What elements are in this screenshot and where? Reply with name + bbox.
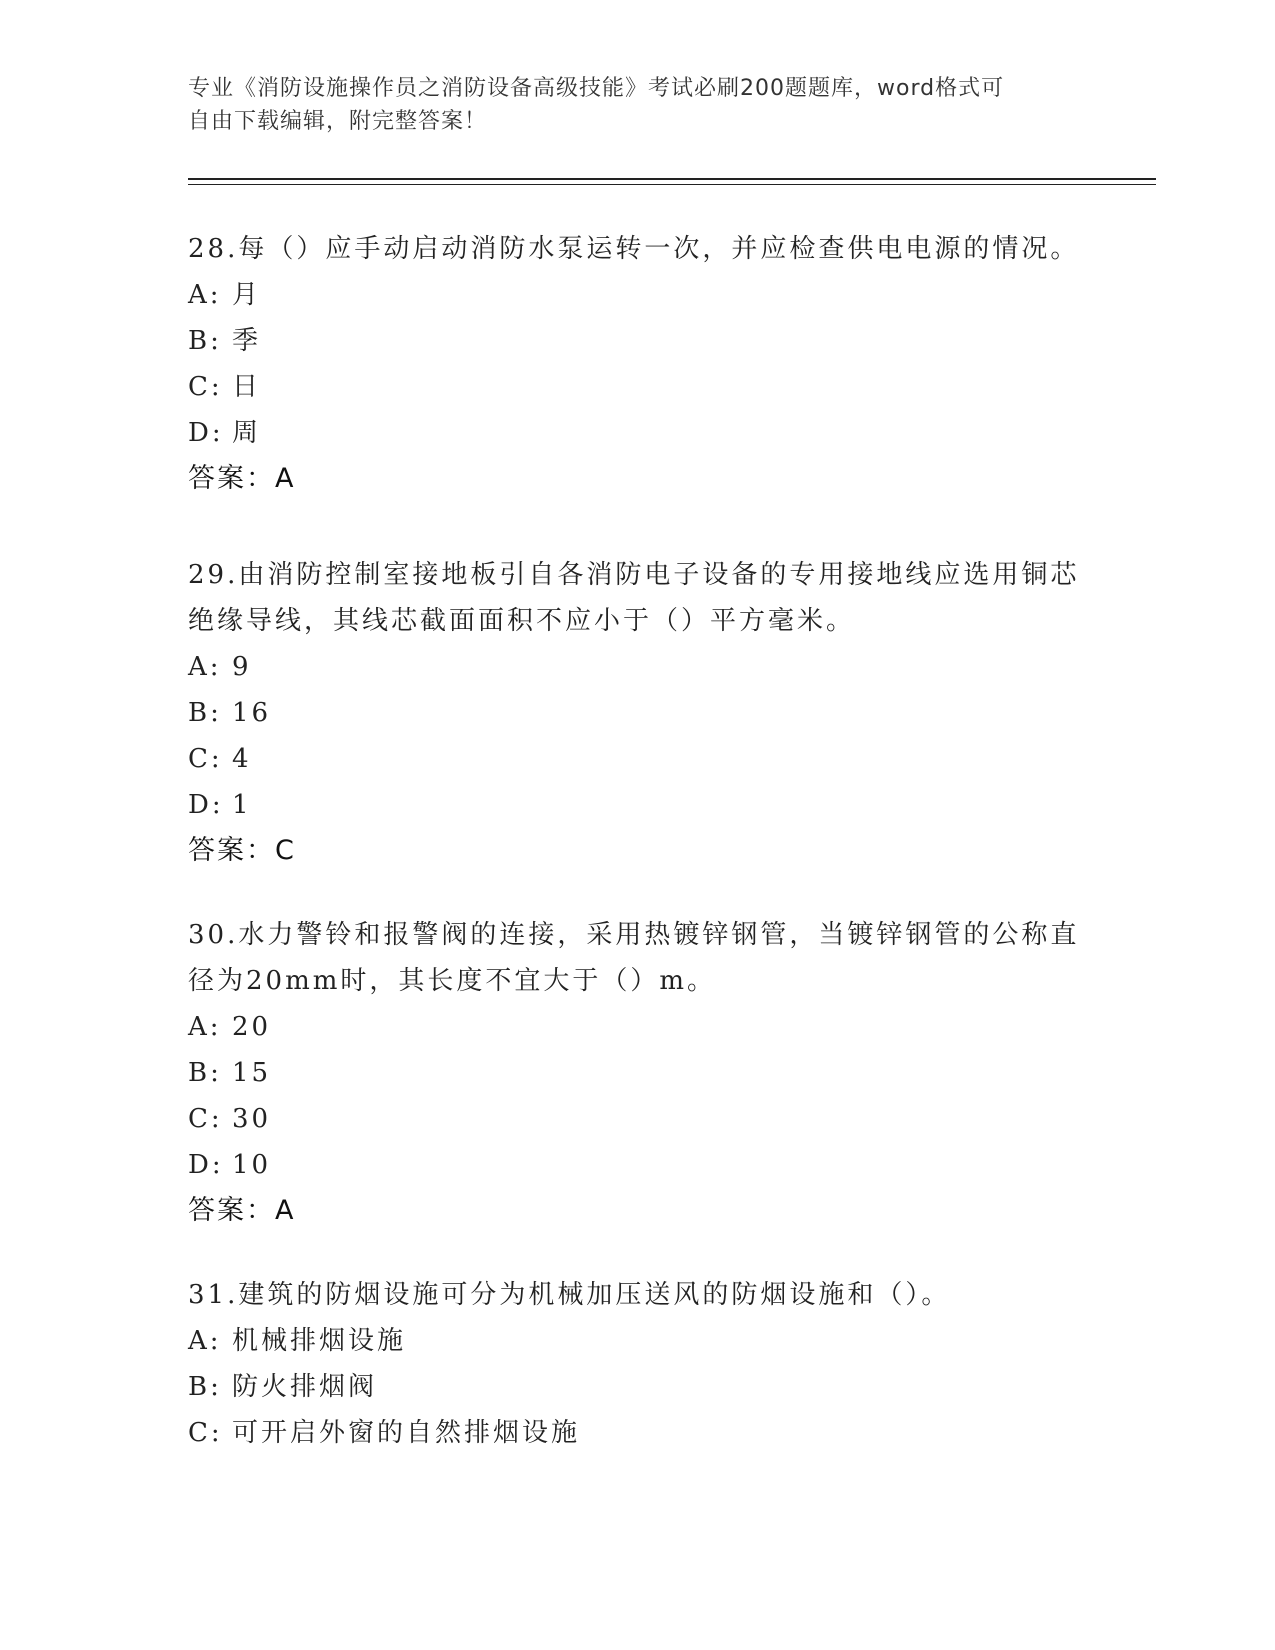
option-text: 15 xyxy=(232,1058,272,1088)
question-31 xyxy=(188,1272,1088,1456)
option-text: 日 xyxy=(232,372,262,402)
question-28 xyxy=(188,226,1088,502)
option-d xyxy=(188,410,1088,456)
option-a xyxy=(188,644,1088,690)
option-text: 可开启外窗的自然排烟设施 xyxy=(232,1418,581,1448)
option-letter: A: xyxy=(188,280,222,310)
option-letter: D: xyxy=(188,418,224,448)
option-letter: B: xyxy=(188,698,222,728)
option-a xyxy=(188,1318,1088,1364)
option-text: 20 xyxy=(232,1012,272,1042)
question-29 xyxy=(188,552,1088,874)
option-text: 1 xyxy=(232,790,252,820)
option-text: 月 xyxy=(232,280,262,310)
option-d xyxy=(188,1142,1088,1188)
option-text: 30 xyxy=(232,1104,272,1134)
question-text: 30.水力警铃和报警阀的连接，采用热镀锌钢管，当镀锌钢管的公称直 xyxy=(188,920,1080,950)
answer: 答案：A xyxy=(188,1195,296,1226)
option-c xyxy=(188,1096,1088,1142)
option-letter: B: xyxy=(188,326,222,356)
header-rule-thin xyxy=(188,184,1156,185)
question-text-continued: 绝缘导线，其线芯截面面积不应小于（）平方毫米。 xyxy=(188,606,856,636)
header-rule-thick xyxy=(188,178,1156,180)
option-text: 季 xyxy=(232,326,262,356)
question-text: 31.建筑的防烟设施可分为机械加压送风的防烟设施和（）。 xyxy=(188,1280,951,1310)
option-text: 4 xyxy=(232,744,252,774)
option-text: 周 xyxy=(232,418,262,448)
option-letter: A: xyxy=(188,1326,222,1356)
option-letter: A: xyxy=(188,652,222,682)
question-text-continued: 径为20mm时，其长度不宜大于（）m。 xyxy=(188,966,717,996)
option-b xyxy=(188,1050,1088,1096)
option-c xyxy=(188,364,1088,410)
option-c xyxy=(188,1410,1088,1456)
question-text: 28.每（）应手动启动消防水泵运转一次，并应检查供电电源的情况。 xyxy=(188,234,1080,264)
option-letter: D: xyxy=(188,1150,224,1180)
answer: 答案：C xyxy=(188,835,296,866)
option-text: 机械排烟设施 xyxy=(232,1326,407,1356)
option-text: 9 xyxy=(232,652,252,682)
question-30 xyxy=(188,912,1088,1234)
option-b xyxy=(188,1364,1088,1410)
question-text: 29.由消防控制室接地板引自各消防电子设备的专用接地线应选用铜芯 xyxy=(188,560,1080,590)
option-letter: A: xyxy=(188,1012,222,1042)
option-b xyxy=(188,318,1088,364)
answer: 答案：A xyxy=(188,463,296,494)
option-text: 10 xyxy=(232,1150,272,1180)
option-d xyxy=(188,782,1088,828)
document-header xyxy=(188,72,1088,138)
option-letter: C: xyxy=(188,744,223,774)
option-text: 防火排烟阀 xyxy=(232,1372,378,1402)
option-b xyxy=(188,690,1088,736)
option-c xyxy=(188,736,1088,782)
header-line-1: 专业《消防设施操作员之消防设备高级技能》考试必刷200题题库，word格式可 xyxy=(188,76,1005,101)
option-letter: B: xyxy=(188,1372,222,1402)
option-a xyxy=(188,1004,1088,1050)
option-letter: C: xyxy=(188,372,223,402)
header-line-2: 自由下载编辑，附完整答案！ xyxy=(188,109,488,134)
option-letter: C: xyxy=(188,1104,223,1134)
option-a xyxy=(188,272,1088,318)
option-letter: B: xyxy=(188,1058,222,1088)
option-letter: C: xyxy=(188,1418,223,1448)
option-letter: D: xyxy=(188,790,224,820)
option-text: 16 xyxy=(232,698,272,728)
